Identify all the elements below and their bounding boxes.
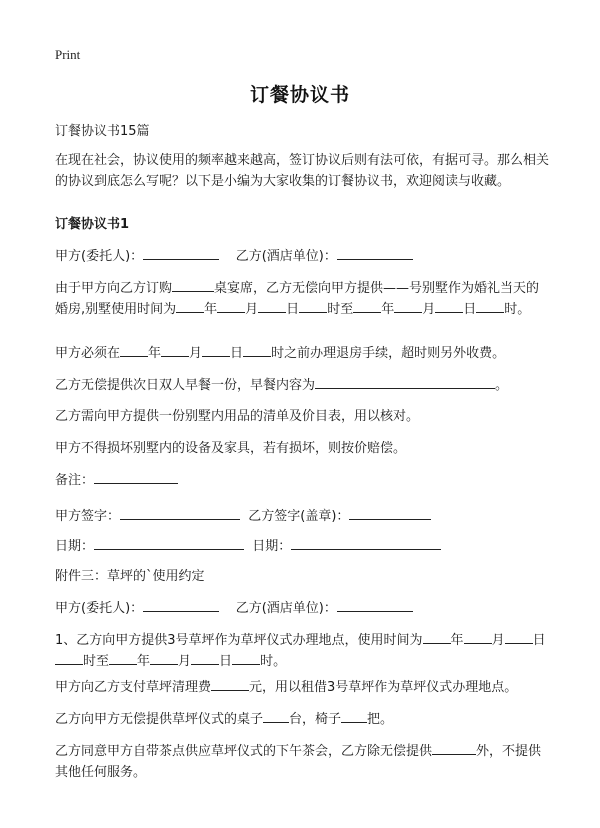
blank-field[interactable] xyxy=(217,299,245,313)
text-segment: 乙方同意甲方自带茶点供应草坪仪式的下午茶会，乙方除无偿提供 xyxy=(55,744,433,759)
itemlist-paragraph: 乙方需向甲方提供一份别墅内用品的清单及价目表，用以核对。 xyxy=(55,409,420,424)
blank-field[interactable] xyxy=(337,246,413,260)
text-segment: 。 xyxy=(495,378,509,393)
blank-field[interactable] xyxy=(94,536,244,550)
blank-field[interactable] xyxy=(232,651,260,665)
text-segment: 月 xyxy=(178,654,192,669)
parties-line xyxy=(55,246,550,267)
blank-field[interactable] xyxy=(150,651,178,665)
blank-field[interactable] xyxy=(432,741,476,755)
text-segment: 时。 xyxy=(504,302,531,317)
text-segment: 甲方必须在 xyxy=(55,346,121,361)
text-segment: 年 xyxy=(137,654,151,669)
blank-field[interactable] xyxy=(172,278,214,292)
text-segment: 年 xyxy=(450,633,464,648)
blank-field[interactable] xyxy=(291,536,441,550)
blank-field[interactable] xyxy=(55,651,83,665)
text-segment: 外，不提供其他任何服务。 xyxy=(55,744,542,780)
blank-field[interactable] xyxy=(435,299,463,313)
attachment-heading: 附件三：草坪的`使用约定 xyxy=(55,569,205,584)
blank-field[interactable] xyxy=(176,299,204,313)
blank-field[interactable] xyxy=(143,598,219,612)
text-segment: 时。 xyxy=(260,654,287,669)
blank-field[interactable] xyxy=(211,677,249,691)
text-segment: 日 xyxy=(219,654,233,669)
party-b-label: 乙方(酒店单位)： xyxy=(235,601,337,616)
blank-field[interactable] xyxy=(143,246,219,260)
parties-line-2 xyxy=(55,598,550,619)
document-subtitle: 订餐协议书15篇 xyxy=(55,124,150,139)
blank-field[interactable] xyxy=(202,343,230,357)
tables-paragraph xyxy=(55,709,550,730)
text-segment: 乙方向甲方无偿提供草坪仪式的桌子 xyxy=(55,712,264,727)
party-a-label: 甲方(委托人)： xyxy=(55,601,144,616)
checkout-paragraph xyxy=(55,343,550,364)
blank-field[interactable] xyxy=(94,470,178,484)
date-b-label: 日期： xyxy=(252,539,292,554)
text-segment: 月 xyxy=(189,346,203,361)
text-segment: 年 xyxy=(204,302,218,317)
cleaning-fee-paragraph xyxy=(55,677,550,698)
text-segment: 日 xyxy=(286,302,300,317)
section-heading: 订餐协议书1 xyxy=(55,217,130,232)
text-segment: 元，用以租借3号草坪作为草坪仪式办理地点。 xyxy=(249,680,518,695)
text-segment: 台，椅子 xyxy=(289,712,342,727)
remarks-label: 备注： xyxy=(55,473,95,488)
damage-paragraph: 甲方不得损坏别墅内的设备及家具，若有损坏，则按价赔偿。 xyxy=(55,441,407,456)
blank-field[interactable] xyxy=(120,506,240,520)
blank-field[interactable] xyxy=(341,709,367,723)
print-link[interactable]: Print xyxy=(55,47,81,62)
blank-field[interactable] xyxy=(315,375,495,389)
party-a-label: 甲方(委托人)： xyxy=(55,249,144,264)
sign-b-label: 乙方签字(盖章)： xyxy=(248,509,350,524)
text-segment: 日 xyxy=(463,302,477,317)
remarks-line xyxy=(55,470,550,491)
text-segment: 年 xyxy=(148,346,162,361)
text-segment: 日 xyxy=(532,633,546,648)
blank-field[interactable] xyxy=(394,299,422,313)
text-segment: 日 xyxy=(230,346,244,361)
blank-field[interactable] xyxy=(353,299,381,313)
date-a-label: 日期： xyxy=(55,539,95,554)
text-segment: 1、乙方向甲方提供3号草坪作为草坪仪式办理地点，使用时间为 xyxy=(55,633,423,648)
blank-field[interactable] xyxy=(120,343,148,357)
blank-field[interactable] xyxy=(258,299,286,313)
sign-a-label: 甲方签字： xyxy=(55,509,121,524)
breakfast-paragraph xyxy=(55,375,550,396)
party-b-label: 乙方(酒店单位)： xyxy=(235,249,337,264)
blank-field[interactable] xyxy=(505,630,533,644)
text-segment: 时至 xyxy=(327,302,354,317)
blank-field[interactable] xyxy=(464,630,492,644)
text-segment: 由于甲方向乙方订购 xyxy=(55,281,173,296)
text-segment: 年 xyxy=(381,302,395,317)
text-segment: 桌宴席，乙方无偿向甲方提供——号别墅作为婚礼当天的婚房,别墅使用时间为 xyxy=(55,281,540,317)
date-line xyxy=(55,536,550,557)
villa-paragraph xyxy=(55,278,550,320)
blank-field[interactable] xyxy=(161,343,189,357)
blank-field[interactable] xyxy=(349,506,431,520)
blank-field[interactable] xyxy=(191,651,219,665)
blank-field[interactable] xyxy=(243,343,271,357)
blank-field[interactable] xyxy=(423,630,451,644)
text-segment: 甲方向乙方支付草坪清理费 xyxy=(55,680,212,695)
intro-paragraph: 在现在社会，协议使用的频率越来越高，签订协议后则有法可依，有据可寻。那么相关的协议到底怎么写呢？以下是小编为大家收集的订餐协议书，欢迎阅读与收藏。 xyxy=(55,153,550,189)
signature-line xyxy=(55,506,550,527)
lawn-paragraph xyxy=(55,630,550,672)
text-segment: 月 xyxy=(491,633,505,648)
text-segment: 月 xyxy=(422,302,436,317)
blank-field[interactable] xyxy=(109,651,137,665)
tea-paragraph xyxy=(55,741,550,783)
text-segment: 把。 xyxy=(367,712,394,727)
blank-field[interactable] xyxy=(263,709,289,723)
text-segment: 乙方无偿提供次日双人早餐一份，早餐内容为 xyxy=(55,378,316,393)
blank-field[interactable] xyxy=(299,299,327,313)
text-segment: 时之前办理退房手续，超时则另外收费。 xyxy=(271,346,506,361)
text-segment: 月 xyxy=(245,302,259,317)
blank-field[interactable] xyxy=(476,299,504,313)
page-title: 订餐协议书 xyxy=(249,84,350,106)
text-segment: 时至 xyxy=(83,654,110,669)
blank-field[interactable] xyxy=(337,598,413,612)
